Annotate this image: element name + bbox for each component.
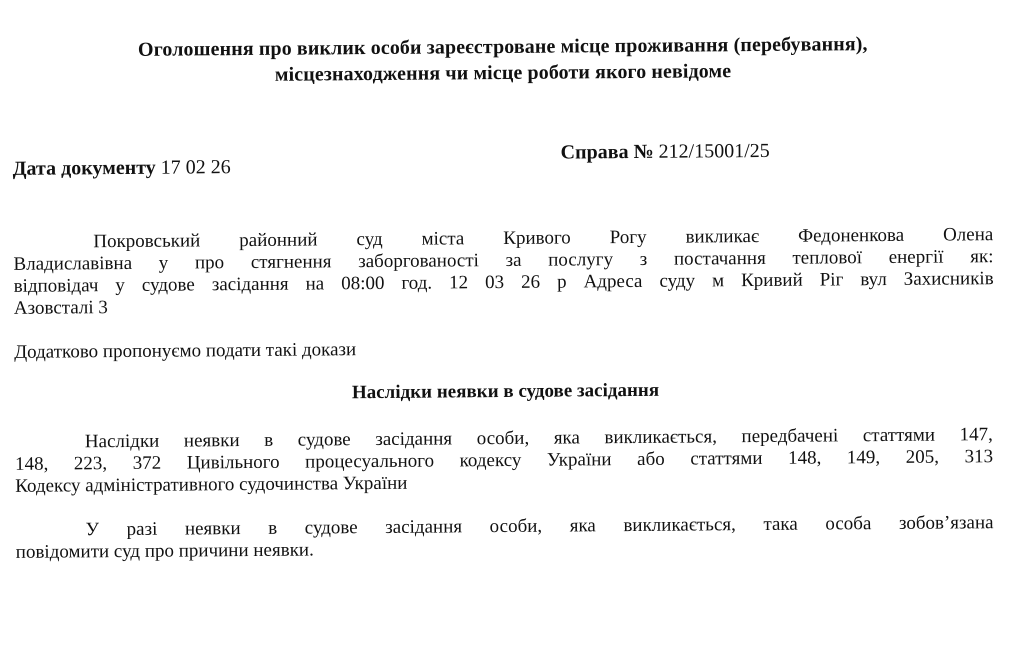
case-number	[561, 140, 770, 165]
obligation-line: У разі неявки в судове засідання особи, яка викликається, така особа зобов’язана	[85, 512, 994, 541]
case-number-value: 212/15001/25	[658, 139, 770, 163]
summons-line: Азовсталі 3	[13, 297, 108, 319]
summons-line: Владиславівна у про стягнення заборгованості за послугу з постачання теплової енергії як:	[13, 246, 994, 275]
obligation-line: повідомити суд про причини неявки.	[15, 539, 314, 563]
document-title-line2: місцезнаходження чи місце роботи якого невідоме	[274, 60, 732, 86]
evidence-line: Додатково пропонуємо подати такі докази	[14, 339, 357, 363]
document-date	[13, 156, 231, 181]
evidence-note	[14, 334, 994, 364]
summons-line: Покровський районний суд міста Кривого Рогу викликає Федоненкова Олена	[93, 224, 994, 253]
document-date-value: 17 02 26	[160, 156, 231, 179]
case-number-label: Справа №	[560, 140, 654, 164]
document-title-line1: Оголошення про виклик особи зареєстроване місце проживання (перебування),	[137, 33, 868, 61]
summons-line: відповідач у судове засідання на 08:00 год. 12 03 26 р Адреса суду м Кривий Ріг вул Захисників	[13, 268, 994, 297]
document-date-label: Дата документу	[12, 156, 156, 180]
consequences-line: 148, 223, 372 Цивільного процесуального кодексу України або статтями 148, 149, 205, 313	[14, 446, 994, 475]
consequences-line: Кодексу адміністративного судочинства України	[15, 472, 408, 497]
consequences-heading: Наслідки неявки в судове засідання	[351, 379, 660, 404]
summons-paragraph	[13, 224, 994, 320]
obligation-paragraph	[15, 512, 993, 564]
consequences-line: Наслідки неявки в судове засідання особи, яка викликається, передбачені статтями 147,	[84, 424, 993, 453]
consequences-paragraph	[15, 424, 993, 498]
